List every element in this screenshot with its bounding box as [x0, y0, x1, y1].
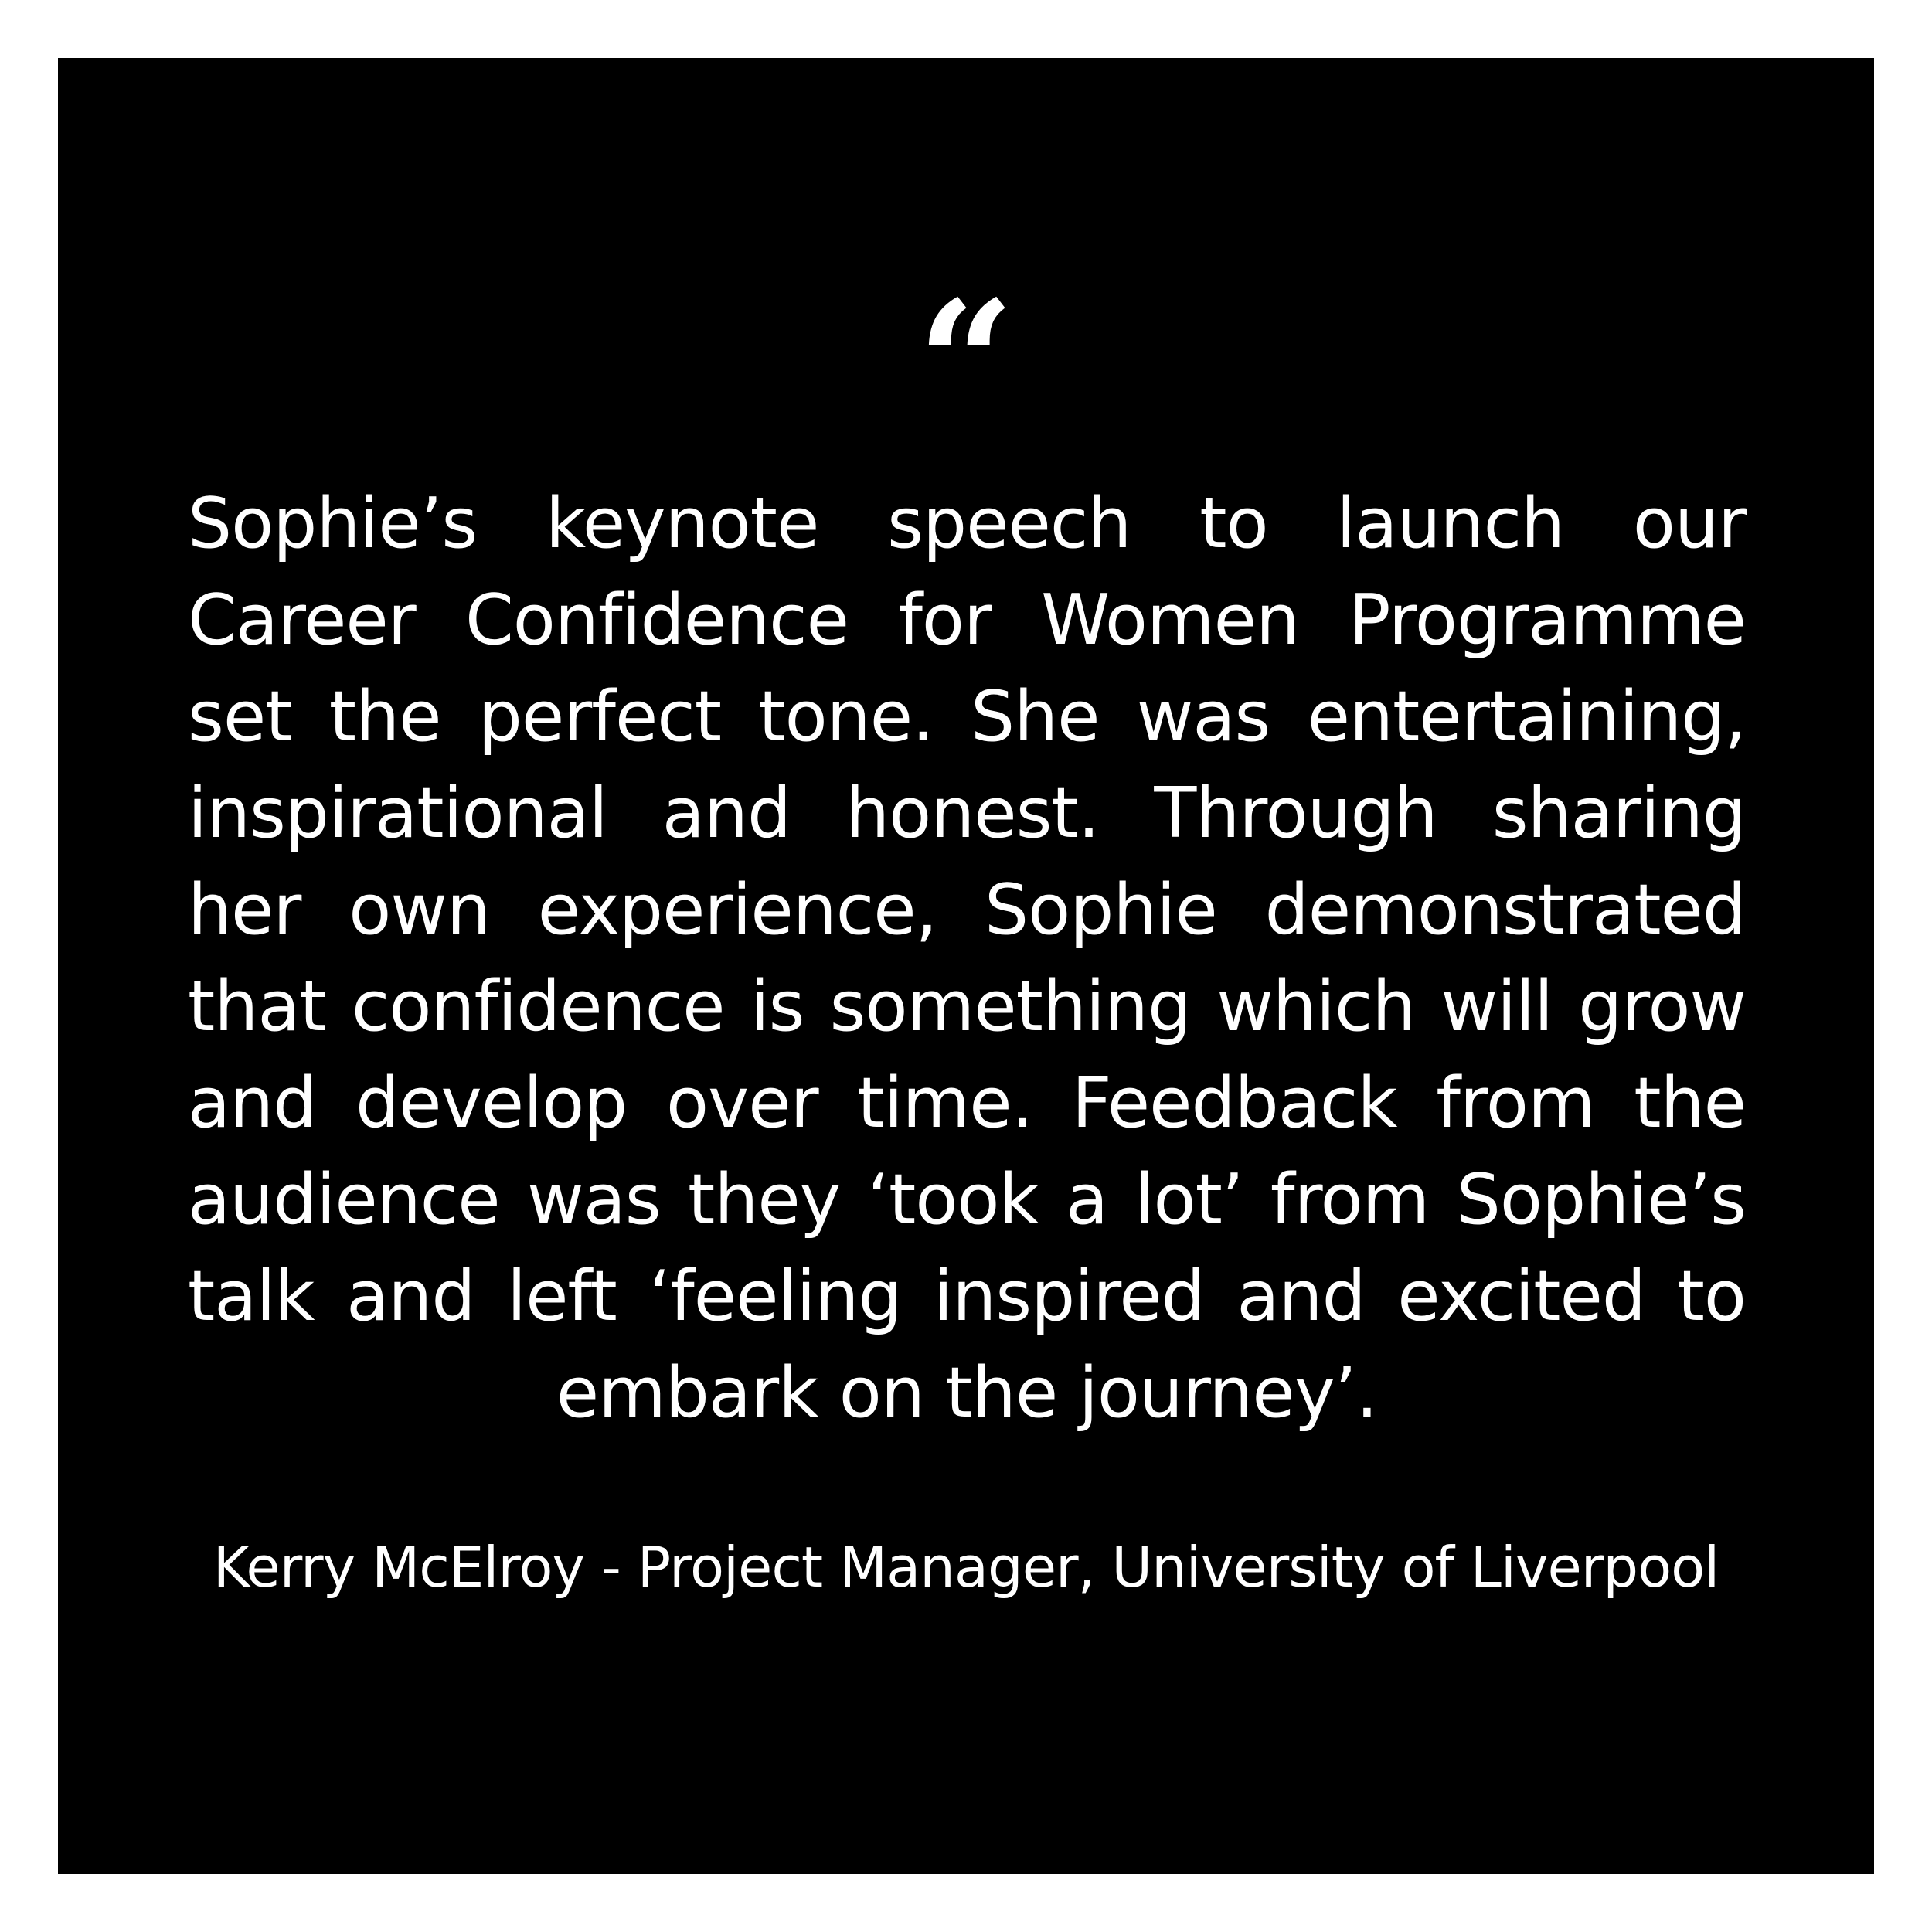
testimonial-card	[58, 58, 1874, 1874]
quote-mark-icon: “	[917, 263, 1015, 463]
testimonial-attribution: Kerry McElroy - Project Manager, University of Liverpool	[213, 1535, 1719, 1600]
testimonial-quote: Sophie’s keynote speech to launch our Career Confidence for Women Programme set the perfect tone. She was entertaining, inspirational and honest. Through sharing her own experience, Sophie demonstrated that confidence is something which will grow and develop over time. Feedback from the audience was they ‘took a lot’ from Sophie’s talk and left ‘feeling inspired and excited to embark on the journey’.	[188, 483, 1746, 1434]
